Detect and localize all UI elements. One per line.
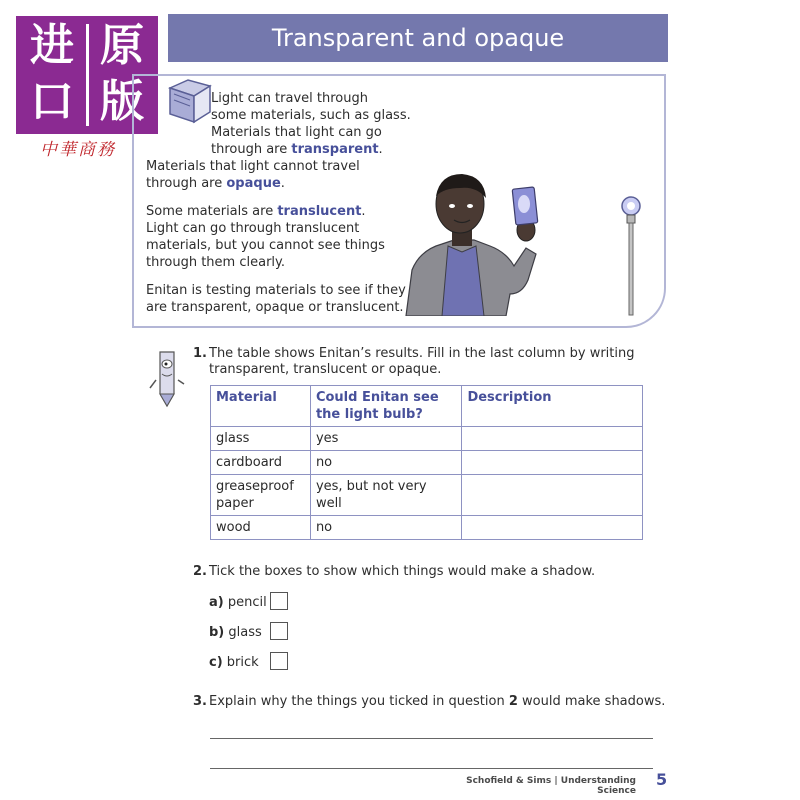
- description-input-cell[interactable]: [462, 516, 643, 540]
- tick-box-glass[interactable]: [270, 622, 288, 640]
- info-text: Some materials are: [146, 204, 278, 219]
- keyword-transparent: transparent: [291, 142, 379, 157]
- material-cell: wood: [211, 516, 311, 540]
- boy-illustration: [402, 170, 552, 316]
- option-text: glass: [228, 625, 262, 640]
- column-header: Description: [462, 386, 643, 427]
- info-text-line: some materials, such as glass.: [211, 108, 411, 123]
- question-number: 1.: [193, 346, 207, 361]
- pencil-character-icon: [148, 344, 188, 410]
- question-number: 3.: [193, 694, 207, 709]
- seen-cell: yes: [310, 427, 462, 451]
- option-label: [209, 594, 267, 611]
- seal-subtitle: 中華商務: [40, 140, 116, 160]
- info-text: .: [361, 204, 366, 219]
- page-title: Transparent and opaque: [271, 24, 565, 52]
- info-text-line: Light can travel through: [211, 91, 368, 106]
- info-text-line: [211, 141, 383, 158]
- option-label: [209, 654, 259, 671]
- info-text-line: [146, 203, 366, 220]
- info-text: through are: [211, 142, 292, 157]
- table-row: [211, 451, 643, 475]
- keyword-translucent: translucent: [277, 204, 362, 219]
- results-table: [210, 385, 643, 540]
- table-header-row: [211, 386, 643, 427]
- keyword-opaque: opaque: [226, 176, 281, 191]
- tick-box-pencil[interactable]: [270, 592, 288, 610]
- info-text: .: [280, 176, 285, 191]
- info-text-line: are transparent, opaque or translucent.: [146, 300, 404, 315]
- seen-cell: no: [310, 516, 462, 540]
- column-header: Material: [211, 386, 311, 427]
- answer-line[interactable]: [210, 738, 653, 739]
- question-ref: 2: [508, 694, 518, 709]
- description-input-cell[interactable]: [462, 451, 643, 475]
- option-letter: b): [209, 625, 225, 640]
- table-row: [211, 516, 643, 540]
- description-input-cell[interactable]: [462, 475, 643, 516]
- info-text-line: Light can go through translucent: [146, 221, 360, 236]
- info-text-line: materials, but you cannot see things: [146, 238, 385, 253]
- question-text: [209, 693, 665, 710]
- seal-char: 原: [100, 20, 144, 71]
- info-text: through are: [146, 176, 227, 191]
- info-text-line: Materials that light can go: [211, 125, 382, 140]
- seal-char: 进: [30, 20, 74, 71]
- info-text: .: [378, 142, 383, 157]
- question-text: Tick the boxes to show which things would make a shadow.: [209, 564, 596, 579]
- table-row: [211, 427, 643, 451]
- tick-box-brick[interactable]: [270, 652, 288, 670]
- info-text-line: Materials that light cannot travel: [146, 159, 360, 174]
- option-letter: c): [209, 655, 223, 670]
- page-number: 5: [656, 770, 668, 789]
- description-input-cell[interactable]: [462, 427, 643, 451]
- question-text-part: would make shadows.: [517, 694, 666, 709]
- light-bulb-icon: [618, 194, 646, 318]
- column-header: Could Enitan see the light bulb?: [310, 386, 462, 427]
- info-text-line: Enitan is testing materials to see if they: [146, 283, 406, 298]
- seen-cell: no: [310, 451, 462, 475]
- material-cell: glass: [211, 427, 311, 451]
- seal-char: 版: [100, 76, 144, 127]
- option-letter: a): [209, 595, 224, 610]
- book-icon: [166, 74, 214, 124]
- seal-char: 口: [30, 76, 74, 127]
- question-text-part: Explain why the things you ticked in question: [209, 694, 509, 709]
- table-row: [211, 475, 643, 516]
- info-text-line: [146, 175, 285, 192]
- info-text-line: through them clearly.: [146, 255, 285, 270]
- question-text: transparent, translucent or opaque.: [209, 362, 442, 377]
- material-cell: greaseproof paper: [211, 475, 311, 516]
- option-text: brick: [226, 655, 259, 670]
- option-text: pencil: [227, 595, 267, 610]
- question-text: The table shows Enitan’s results. Fill in the last column by writing: [209, 346, 635, 361]
- question-number: 2.: [193, 564, 207, 579]
- footer-text: Schofield & Sims | Understanding Science: [466, 776, 636, 796]
- material-cell: cardboard: [211, 451, 311, 475]
- seen-cell: yes, but not very well: [310, 475, 462, 516]
- option-label: [209, 624, 262, 641]
- answer-line[interactable]: [210, 768, 653, 769]
